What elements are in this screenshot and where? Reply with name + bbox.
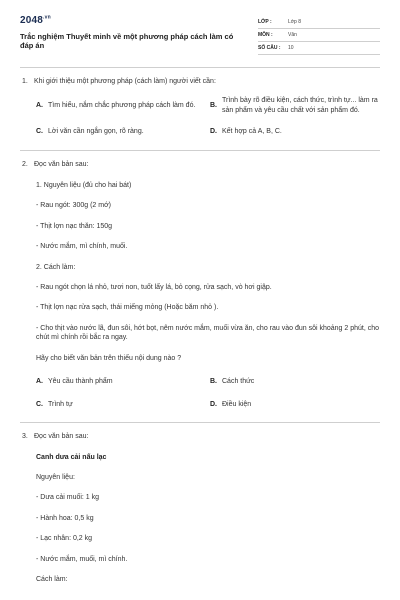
question-1-header xyxy=(20,77,380,86)
passage-line: 2. Cách làm: xyxy=(36,263,76,271)
header-left xyxy=(20,14,235,55)
question-number: 2. xyxy=(22,161,28,169)
question-2-options xyxy=(20,375,380,421)
meta-row-count: SỐ CÂU : 10 xyxy=(258,42,380,55)
option-c[interactable]: C. Lời văn cần ngắn gọn, rõ ràng. xyxy=(36,127,144,135)
passage-line: Nguyên liệu: xyxy=(36,474,75,481)
option-d[interactable]: D. Kết hợp cả A, B, C. xyxy=(210,127,282,135)
question-text: Đọc văn bản sau: xyxy=(34,433,89,441)
passage-line: - Dưa cải muối: 1 kg xyxy=(36,494,100,502)
meta-row-class: LỚP : Lớp 8 xyxy=(258,16,380,29)
question-text: Đọc văn bản sau: xyxy=(34,161,89,169)
question-number: 1. xyxy=(22,78,28,85)
option-a[interactable]: A. Yêu cầu thành phẩm xyxy=(36,378,113,386)
question-2 xyxy=(20,160,380,421)
option-a[interactable]: A. Tìm hiểu, nắm chắc phương pháp cách làm đó. xyxy=(36,102,196,110)
option-b[interactable]: B. Trình bày rõ điều kiện, cách thức, trình tự... làm ra sản phẩm và yêu cầu chất với sản phẩm đó. xyxy=(210,97,378,114)
passage-line: 1. Nguyên liệu (đủ cho hai bát) xyxy=(36,181,132,189)
option-c[interactable]: C. Trình tự xyxy=(36,401,73,409)
passage-line: Cách làm: xyxy=(36,576,68,584)
question-1 xyxy=(20,77,380,147)
question-3-header xyxy=(20,432,380,441)
meta-row-subject: MÔN : Văn xyxy=(258,29,380,42)
passage-line: - Nước mắm, mì chính, muối. xyxy=(36,243,128,251)
recipe-title: Canh dưa cải nấu lạc xyxy=(36,453,107,461)
question-divider xyxy=(20,150,380,151)
document-title: Trắc nghiệm Thuyết minh về một phương pháp cách làm có đáp án xyxy=(20,31,234,51)
option-b[interactable]: B. Cách thức xyxy=(210,378,255,386)
passage-line: - Nước mắm, muối, mì chính. xyxy=(36,555,128,563)
question-prompt: Hãy cho biết văn bản trên thiếu nội dung nào ? xyxy=(36,354,182,362)
document-header xyxy=(20,0,380,55)
question-3-passage xyxy=(20,453,380,585)
question-2-passage xyxy=(20,181,380,363)
site-logo[interactable]: $2048^{.vn}$ xyxy=(20,14,51,26)
passage-line: - Thịt lợn nạc rửa sạch, thái miếng mỏng (Hoặc băm nhỏ ). xyxy=(36,304,219,312)
question-3 xyxy=(20,432,380,585)
passage-line: - Rau ngót chọn lá nhỏ, tươi non, tuốt lấy lá, bỏ cọng, rửa sạch, vò hơi giập. xyxy=(36,283,272,291)
passage-line: - Hành hoa: 0,5 kg xyxy=(36,514,94,522)
passage-line: - Lạc nhân: 0,2 kg xyxy=(36,535,93,543)
passage-line: - Cho thịt vào nước lã, đun sôi, hớt bọt, nêm nước mắm, muối vừa ăn, cho rau vào đun sôi khoảng 2 phút, cho chút mì chính rồi bắc ra ngay. xyxy=(36,324,380,342)
option-d[interactable]: D. Điều kiện xyxy=(210,401,252,409)
question-divider xyxy=(20,422,380,423)
header-divider xyxy=(20,67,380,68)
passage-line: - Thịt lợn nạc thăn: 150g xyxy=(36,222,113,230)
question-number: 3. xyxy=(22,433,28,441)
passage-line: - Rau ngót: 300g (2 mớ) xyxy=(36,202,112,210)
question-2-header xyxy=(20,160,380,169)
question-text: Khi giới thiệu một phương pháp (cách làm) người viết cần: xyxy=(34,78,216,85)
meta-table xyxy=(258,16,380,55)
question-1-options xyxy=(20,96,380,147)
